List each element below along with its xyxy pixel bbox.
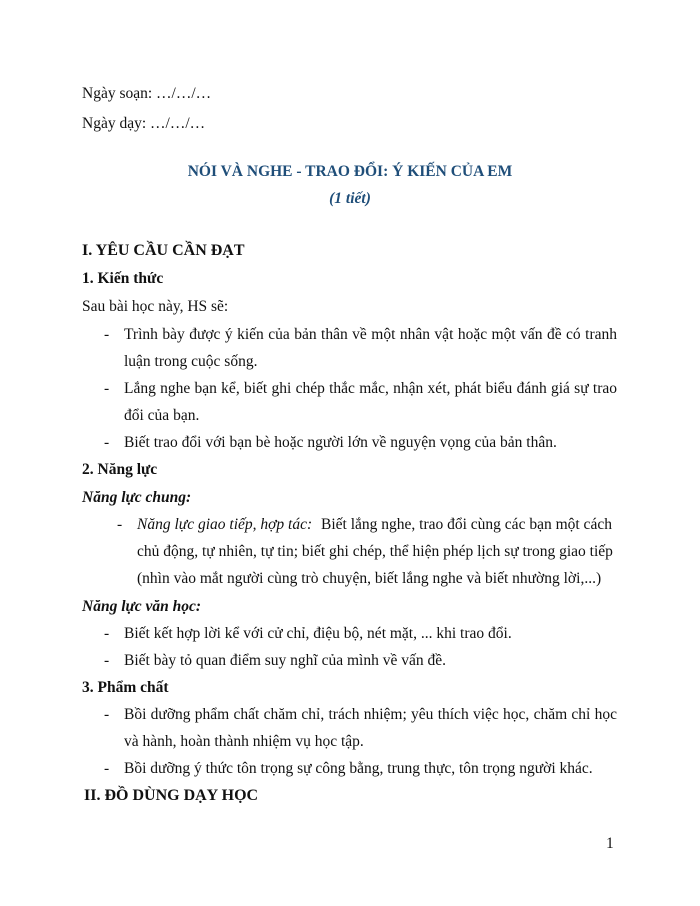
list-item-text: Trình bày được ý kiến của bản thân về một nhân vật hoặc một vấn đề có tranh — [124, 326, 617, 343]
list-item-text: Biết trao đổi với bạn bè hoặc người lớn về nguyện vọng của bản thân. — [124, 434, 557, 451]
date-taught: Ngày dạy: …/…/… — [82, 115, 206, 132]
bullet-dash: - — [104, 380, 110, 397]
section-heading-teaching-materials: II. ĐỒ DÙNG DẠY HỌC — [84, 787, 259, 804]
bullet-dash: - — [104, 434, 110, 451]
bullet-dash: - — [104, 625, 110, 642]
lesson-duration: (1 tiết) — [329, 190, 371, 207]
page-number: 1 — [606, 835, 614, 852]
general-competence-heading: Năng lực chung: — [82, 489, 192, 506]
date-prepared: Ngày soạn: …/…/… — [82, 85, 212, 102]
list-item-text: Biết lắng nghe, trao đổi cùng các bạn một cách — [321, 516, 612, 533]
bullet-dash: - — [117, 516, 123, 533]
list-item-text: Biết kết hợp lời kể với cử chỉ, điệu bộ, nét mặt, ... khi trao đổi. — [124, 625, 512, 642]
bullet-dash: - — [104, 326, 110, 343]
subheading-knowledge: 1. Kiến thức — [82, 270, 164, 287]
competence-label: Năng lực giao tiếp, hợp tác: — [137, 516, 313, 533]
bullet-dash: - — [104, 760, 110, 777]
list-item-text: Biết bày tỏ quan điểm suy nghĩ của mình về vấn đề. — [124, 652, 446, 669]
knowledge-intro: Sau bài học này, HS sẽ: — [82, 298, 229, 315]
list-item-text: Bồi dưỡng phẩm chất chăm chỉ, trách nhiệm; yêu thích việc học, chăm chỉ học — [124, 706, 617, 723]
bullet-dash: - — [104, 706, 110, 723]
list-item-text: Bồi dưỡng ý thức tôn trọng sự công bằng, trung thực, tôn trọng người khác. — [124, 760, 593, 777]
list-item-text: đổi của bạn. — [124, 407, 200, 424]
section-heading-requirements: I. YÊU CẦU CẦN ĐẠT — [82, 242, 245, 259]
list-item-text: Lắng nghe bạn kể, biết ghi chép thắc mắc, nhận xét, phát biểu đánh giá sự trao — [124, 380, 617, 397]
list-item-text: chủ động, tự nhiên, tự tin; biết ghi chép, thể hiện phép lịch sự trong giao tiếp — [137, 543, 613, 560]
subheading-qualities: 3. Phẩm chất — [82, 679, 169, 696]
literary-competence-heading: Năng lực văn học: — [82, 598, 202, 615]
lesson-title: NÓI VÀ NGHE - TRAO ĐỔI: Ý KIẾN CỦA EM — [187, 163, 513, 180]
list-item-text: luận trong cuộc sống. — [124, 353, 258, 370]
list-item-text: và hành, hoàn thành nhiệm vụ học tập. — [124, 733, 364, 750]
list-item-text: (nhìn vào mắt người cùng trò chuyện, biết lắng nghe và biết nhường lời,...) — [137, 570, 602, 587]
bullet-dash: - — [104, 652, 110, 669]
subheading-competence: 2. Năng lực — [82, 461, 158, 478]
